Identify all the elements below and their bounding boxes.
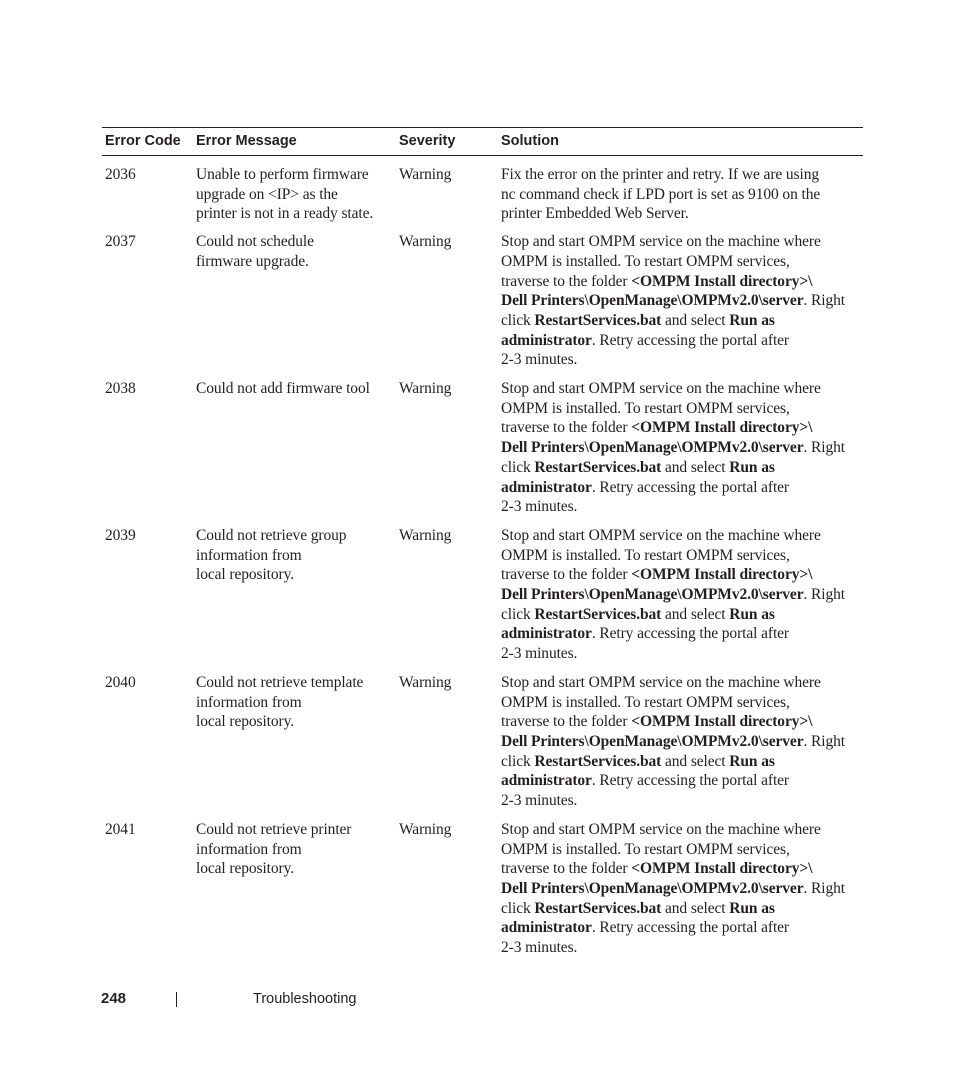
solution-line xyxy=(501,918,863,938)
solution-line xyxy=(501,418,863,438)
error-message-line: printer is not in a ready state. xyxy=(196,205,374,223)
solution-text: Fix the error on the printer and retry. If we are using xyxy=(501,166,820,183)
error-message-line: local repository. xyxy=(196,566,295,584)
solution-text: printer Embedded Web Server. xyxy=(501,205,689,223)
solution-line xyxy=(501,859,863,879)
solution-line xyxy=(501,272,863,292)
solution-text: traverse to the folder xyxy=(501,272,632,290)
solution-text: click xyxy=(501,752,535,770)
solution-bold-text: administrator xyxy=(501,331,592,349)
solution-bold-text: Run as xyxy=(729,458,775,476)
solution-bold-text: RestartServices.bat xyxy=(534,458,662,476)
solution-text: nc command check if LPD port is set as 9100 on the xyxy=(501,185,821,203)
solution-line xyxy=(501,478,863,498)
error-message-line: information from xyxy=(196,546,302,564)
severity-cell: Warning xyxy=(399,380,452,398)
solution-text: 2-3 minutes. xyxy=(501,498,578,516)
solution-line xyxy=(501,791,863,811)
solution-bold-text: Run as xyxy=(729,752,775,770)
error-message-cell xyxy=(193,379,396,526)
page-number: 248 xyxy=(101,990,127,1007)
error-message-line: Unable to perform firmware xyxy=(196,166,369,183)
error-message-line: Could not retrieve group xyxy=(196,526,347,544)
table-header-row xyxy=(102,128,863,156)
solution-bold-text: <OMPM Install directory>\ xyxy=(631,566,813,584)
header-severity: Severity xyxy=(396,128,498,156)
solution-line xyxy=(501,879,863,899)
solution-bold-text: Dell Printers\OpenManage\OMPMv2.0\server xyxy=(501,292,804,310)
solution-line xyxy=(501,350,863,370)
solution-line xyxy=(501,712,863,732)
solution-line xyxy=(501,204,863,224)
header-error-code: Error Code xyxy=(102,128,193,156)
solution-text: . Right xyxy=(803,292,845,310)
solution-text: Stop and start OMPM service on the machine where xyxy=(501,233,821,251)
solution-text: OMPM is installed. To restart OMPM services, xyxy=(501,840,790,858)
error-message-line: Could not retrieve printer xyxy=(196,820,352,838)
solution-text: and select xyxy=(661,899,730,917)
solution-text: . Retry accessing the portal after xyxy=(591,772,789,790)
table-row xyxy=(102,673,863,820)
solution-text: and select xyxy=(661,311,730,329)
solution-line xyxy=(501,565,863,585)
error-message-line: upgrade on <IP> as the xyxy=(196,185,338,203)
solution-cell xyxy=(498,379,863,526)
error-message-line: local repository. xyxy=(196,713,295,731)
table-row xyxy=(102,379,863,526)
solution-cell xyxy=(498,673,863,820)
solution-bold-text: Run as xyxy=(729,899,775,917)
solution-text: click xyxy=(501,605,535,623)
solution-bold-text: <OMPM Install directory>\ xyxy=(631,860,813,878)
solution-text: Stop and start OMPM service on the machine where xyxy=(501,673,821,691)
solution-text: OMPM is installed. To restart OMPM services, xyxy=(501,252,790,270)
solution-line xyxy=(501,526,863,546)
solution-text: Stop and start OMPM service on the machine where xyxy=(501,526,821,544)
solution-bold-text: administrator xyxy=(501,919,592,937)
solution-text: click xyxy=(501,899,535,917)
solution-bold-text: <OMPM Install directory>\ xyxy=(631,272,813,290)
solution-text: . Right xyxy=(803,879,845,897)
solution-line xyxy=(501,291,863,311)
solution-line xyxy=(501,605,863,625)
severity-cell: Warning xyxy=(399,820,452,838)
solution-bold-text: Run as xyxy=(729,311,775,329)
solution-bold-text: RestartServices.bat xyxy=(534,605,662,623)
error-code-table xyxy=(102,127,863,967)
solution-text: click xyxy=(501,458,535,476)
solution-line xyxy=(501,165,863,185)
solution-text: . Right xyxy=(803,439,845,457)
solution-cell xyxy=(498,820,863,967)
solution-line xyxy=(501,752,863,772)
error-message-cell xyxy=(193,156,396,233)
solution-line xyxy=(501,624,863,644)
solution-line xyxy=(501,693,863,713)
solution-line xyxy=(501,252,863,272)
solution-line xyxy=(501,899,863,919)
solution-text: and select xyxy=(661,605,730,623)
solution-bold-text: Dell Printers\OpenManage\OMPMv2.0\server xyxy=(501,439,804,457)
solution-text: click xyxy=(501,311,535,329)
solution-bold-text: Dell Printers\OpenManage\OMPMv2.0\server xyxy=(501,586,804,604)
footer-divider xyxy=(176,992,177,1007)
severity-cell: Warning xyxy=(399,526,452,544)
solution-bold-text: <OMPM Install directory>\ xyxy=(631,419,813,437)
solution-text: OMPM is installed. To restart OMPM services, xyxy=(501,693,790,711)
solution-bold-text: RestartServices.bat xyxy=(534,899,662,917)
footer-section-title: Troubleshooting xyxy=(253,991,357,1007)
table-body xyxy=(102,156,863,967)
solution-text: 2-3 minutes. xyxy=(501,939,578,957)
solution-text: traverse to the folder xyxy=(501,713,632,731)
solution-text: OMPM is installed. To restart OMPM services, xyxy=(501,399,790,417)
severity-cell: Warning xyxy=(399,673,452,691)
solution-text: Stop and start OMPM service on the machine where xyxy=(501,820,821,838)
solution-bold-text: Run as xyxy=(729,605,775,623)
solution-text: traverse to the folder xyxy=(501,419,632,437)
solution-line xyxy=(501,399,863,419)
error-message-line: firmware upgrade. xyxy=(196,252,309,270)
solution-bold-text: Dell Printers\OpenManage\OMPMv2.0\server xyxy=(501,879,804,897)
table-row xyxy=(102,820,863,967)
error-message-cell xyxy=(193,673,396,820)
solution-text: . Retry accessing the portal after xyxy=(591,625,789,643)
solution-text: OMPM is installed. To restart OMPM services, xyxy=(501,546,790,564)
solution-line xyxy=(501,458,863,478)
solution-text: 2-3 minutes. xyxy=(501,645,578,663)
solution-text: Stop and start OMPM service on the machine where xyxy=(501,380,821,398)
solution-text: 2-3 minutes. xyxy=(501,351,578,369)
solution-line xyxy=(501,585,863,605)
error-message-cell xyxy=(193,232,396,379)
error-message-line: Could not add firmware tool xyxy=(196,380,370,398)
error-code-cell: 2036 xyxy=(105,166,136,183)
solution-line xyxy=(501,644,863,664)
solution-text: traverse to the folder xyxy=(501,566,632,584)
solution-cell xyxy=(498,232,863,379)
table-row xyxy=(102,232,863,379)
table-row xyxy=(102,156,863,233)
solution-line xyxy=(501,497,863,517)
error-code-cell: 2041 xyxy=(105,820,136,838)
table-row xyxy=(102,526,863,673)
severity-cell: Warning xyxy=(399,233,452,251)
solution-text: . Right xyxy=(803,586,845,604)
solution-line xyxy=(501,438,863,458)
solution-line xyxy=(501,732,863,752)
solution-text: . Right xyxy=(803,732,845,750)
solution-bold-text: administrator xyxy=(501,625,592,643)
error-message-cell xyxy=(193,820,396,967)
solution-line xyxy=(501,771,863,791)
solution-bold-text: RestartServices.bat xyxy=(534,752,662,770)
solution-text: . Retry accessing the portal after xyxy=(591,478,789,496)
solution-line xyxy=(501,379,863,399)
error-message-line: information from xyxy=(196,840,302,858)
header-solution: Solution xyxy=(498,128,863,156)
solution-text: and select xyxy=(661,458,730,476)
solution-bold-text: administrator xyxy=(501,478,592,496)
severity-cell: Warning xyxy=(399,166,452,183)
error-code-cell: 2037 xyxy=(105,233,136,251)
solution-cell xyxy=(498,526,863,673)
solution-bold-text: administrator xyxy=(501,772,592,790)
solution-bold-text: RestartServices.bat xyxy=(534,311,662,329)
solution-text: . Retry accessing the portal after xyxy=(591,331,789,349)
solution-line xyxy=(501,820,863,840)
solution-line xyxy=(501,331,863,351)
solution-line xyxy=(501,546,863,566)
solution-bold-text: Dell Printers\OpenManage\OMPMv2.0\server xyxy=(501,732,804,750)
solution-line xyxy=(501,938,863,958)
error-message-line: Could not retrieve template xyxy=(196,673,364,691)
solution-text: and select xyxy=(661,752,730,770)
solution-line xyxy=(501,673,863,693)
error-message-line: information from xyxy=(196,693,302,711)
error-code-cell: 2038 xyxy=(105,380,136,398)
solution-bold-text: <OMPM Install directory>\ xyxy=(631,713,813,731)
error-message-line: local repository. xyxy=(196,860,295,878)
error-code-cell: 2040 xyxy=(105,673,136,691)
error-code-cell: 2039 xyxy=(105,526,136,544)
solution-text: 2-3 minutes. xyxy=(501,792,578,810)
solution-text: traverse to the folder xyxy=(501,860,632,878)
solution-line xyxy=(501,185,863,205)
solution-cell xyxy=(498,156,863,233)
solution-line xyxy=(501,232,863,252)
error-message-cell xyxy=(193,526,396,673)
solution-line xyxy=(501,840,863,860)
header-error-message: Error Message xyxy=(193,128,396,156)
error-message-line: Could not schedule xyxy=(196,233,314,251)
solution-line xyxy=(501,311,863,331)
solution-text: . Retry accessing the portal after xyxy=(591,919,789,937)
